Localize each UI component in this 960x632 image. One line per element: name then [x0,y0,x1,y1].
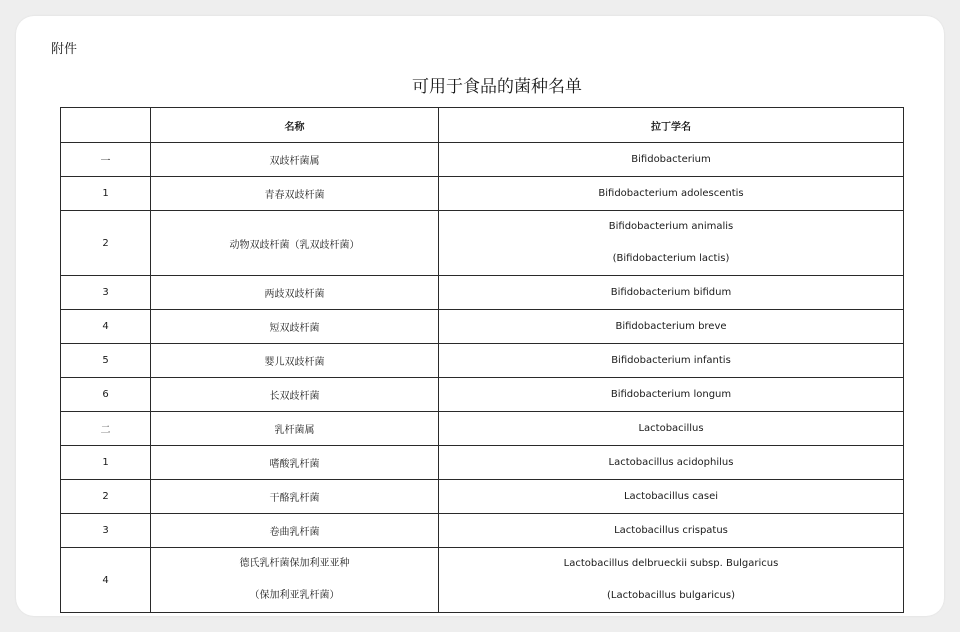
row-latin-name [439,378,904,412]
row-chinese-name [151,344,439,378]
row-index: 2 [61,211,151,276]
chinese-name-text: 青春双歧杆菌 [264,190,325,201]
header-latin-name: 拉丁学名 [439,108,904,143]
latin-name-text: Bifidobacterium infantis [611,355,731,366]
row-chinese-name [151,143,439,177]
row-chinese-name [151,276,439,310]
chinese-name-text: （保加利亚乳杆菌） [249,590,340,601]
row-chinese-name [151,480,439,514]
table-row [61,276,904,310]
latin-name-text: Lactobacillus casei [623,491,719,502]
row-latin-name [439,480,904,514]
chinese-name-text: 乳杆菌属 [274,425,315,436]
chinese-name-text: 双歧杆菌属 [269,156,320,167]
chinese-name-text: 动物双歧杆菌（乳双歧杆菌） [229,239,360,251]
species-table-body [61,143,904,613]
table-header-row [61,108,904,143]
chinese-name-text: 两歧双歧杆菌 [264,289,325,300]
species-table [60,107,904,613]
row-chinese-name [151,446,439,480]
row-index: 1 [61,446,151,480]
row-chinese-name [151,310,439,344]
row-index: 6 [61,378,151,412]
table-row [61,378,904,412]
latin-name-text: Bifidobacterium longum [610,389,732,400]
row-latin-name [439,548,904,613]
latin-name-text: Lactobacillus delbrueckii subsp. Bulgaricus [563,558,779,569]
row-latin-name [439,412,904,446]
row-latin-name [439,276,904,310]
row-index: 4 [61,548,151,613]
row-chinese-name [151,211,439,276]
table-row [61,446,904,480]
row-latin-name [439,310,904,344]
document-page [16,16,944,616]
latin-name-text: (Lactobacillus bulgaricus) [607,590,735,601]
chinese-name-text: 干酪乳杆菌 [269,493,320,504]
row-index: 3 [61,276,151,310]
chinese-name-text: 嗜酸乳杆菌 [269,459,320,470]
row-index: 4 [61,310,151,344]
row-chinese-name [151,514,439,548]
table-row [61,344,904,378]
row-chinese-name [151,177,439,211]
row-index: 3 [61,514,151,548]
table-row [61,412,904,446]
latin-name-text: Bifidobacterium adolescentis [598,188,744,199]
table-row [61,514,904,548]
row-index: 一 [61,143,151,177]
chinese-name-text: 德氏乳杆菌保加利亚亚种 [239,558,350,569]
row-latin-name [439,344,904,378]
latin-name-text: Lactobacillus crispatus [614,525,728,536]
latin-name-text: Bifidobacterium [631,154,711,165]
header-name: 名称 [151,108,439,143]
row-latin-name [439,514,904,548]
table-row [61,480,904,514]
latin-name-text: Bifidobacterium breve [615,321,727,332]
latin-name-text: Bifidobacterium animalis [608,221,734,232]
table-row [61,211,904,276]
row-index: 2 [61,480,151,514]
row-latin-name [439,143,904,177]
chinese-name-text: 婴儿双歧杆菌 [264,357,325,368]
attachment-label: 附件 [51,42,78,57]
chinese-name-text: 卷曲乳杆菌 [269,527,320,538]
table-row [61,143,904,177]
row-chinese-name [151,412,439,446]
latin-name-text: (Bifidobacterium lactis) [612,253,730,264]
row-chinese-name [151,548,439,613]
row-index: 1 [61,177,151,211]
table-row [61,310,904,344]
document-title: 可用于食品的菌种名单 [412,77,582,97]
table-row [61,177,904,211]
row-latin-name [439,177,904,211]
latin-name-text: Lactobacillus acidophilus [608,457,734,468]
table-row [61,548,904,613]
header-index [61,108,151,143]
row-latin-name [439,211,904,276]
row-latin-name [439,446,904,480]
latin-name-text: Bifidobacterium bifidum [610,287,732,298]
row-index: 5 [61,344,151,378]
chinese-name-text: 短双歧杆菌 [269,323,320,334]
chinese-name-text: 长双歧杆菌 [269,391,320,402]
row-index: 二 [61,412,151,446]
row-chinese-name [151,378,439,412]
latin-name-text: Lactobacillus [638,423,704,434]
